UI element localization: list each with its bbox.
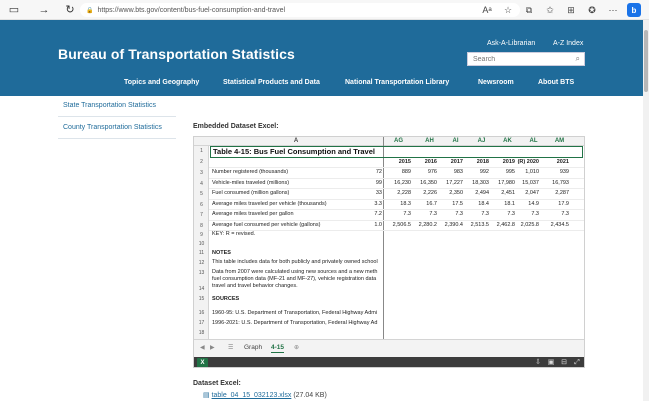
sources-heading-cell[interactable]: SOURCES	[212, 296, 240, 302]
grid-line	[209, 199, 585, 200]
row-label-cell[interactable]: Average fuel consumed per vehicle (gallons)	[212, 221, 321, 228]
nav-ntl[interactable]: National Transportation Library	[345, 79, 450, 86]
value-cell[interactable]: 2,506.5	[392, 221, 411, 228]
nav-statistical-products[interactable]: Statistical Products and Data	[223, 79, 320, 86]
nav-newsroom[interactable]: Newsroom	[478, 79, 514, 86]
value-cell[interactable]: 7.3	[455, 211, 463, 217]
site-title[interactable]: Bureau of Transportation Statistics	[58, 46, 295, 62]
dataset-file-row	[203, 391, 327, 399]
more-icon[interactable]: ⋯	[608, 4, 618, 15]
value-cell[interactable]: 2,287	[555, 190, 569, 196]
print-icon[interactable]: ▣	[547, 359, 555, 366]
partial-value-cell[interactable]: 33	[375, 190, 382, 196]
search-icon[interactable]: ⌕	[575, 54, 580, 63]
value-cell[interactable]: 939	[559, 169, 569, 175]
value-cell[interactable]: 2,462.8	[496, 221, 515, 228]
value-cell[interactable]: 18.4	[478, 200, 489, 207]
add-sheet-icon[interactable]: ⊕	[294, 345, 300, 351]
row-number[interactable]: 4	[200, 180, 203, 187]
share-icon[interactable]: ⊟	[561, 359, 567, 366]
row-label-cell[interactable]: Average miles traveled per gallon	[212, 211, 294, 217]
dataset-file-link[interactable]: table_04_15_032123.xlsx	[211, 392, 292, 399]
copilot-icon[interactable]: b	[627, 3, 641, 17]
forward-arrow-icon[interactable]: →	[38, 3, 50, 16]
key-cell[interactable]: KEY: R = revised.	[212, 231, 256, 237]
value-cell[interactable]: 18.1	[504, 200, 515, 207]
row-label-cell[interactable]: Fuel consumed (million gallons)	[212, 190, 290, 196]
partial-value-cell[interactable]: 3.3	[374, 200, 382, 207]
read-aloud-icon[interactable]: Aᵃ	[482, 5, 492, 15]
note-cell[interactable]: fuel consumption data (MF-21 and MF-27), vehicle registration data	[212, 276, 377, 282]
grid-line	[209, 188, 585, 189]
favorite-star-icon[interactable]: ☆	[503, 4, 513, 15]
value-cell[interactable]: 2,434.5	[550, 221, 569, 228]
value-cell[interactable]: 7.3	[507, 211, 515, 217]
sheet-tab-graph[interactable]: Graph	[244, 344, 263, 351]
grid-line	[209, 209, 585, 210]
source-cell[interactable]: 1960-95: U.S. Department of Transportation, Federal Highway Admi	[212, 310, 378, 316]
file-size: (27.04 KB)	[293, 392, 327, 399]
row-number[interactable]: 16	[198, 310, 205, 316]
partial-value-cell[interactable]: 1.0	[374, 221, 382, 228]
tab-scroll-right-icon[interactable]: ▶	[210, 345, 215, 351]
row-number[interactable]: 1	[200, 148, 203, 154]
scrollbar-thumb[interactable]	[644, 30, 648, 92]
value-cell[interactable]: 2,451	[501, 190, 515, 196]
value-cell[interactable]: 16,793	[552, 179, 569, 186]
value-cell[interactable]: 14.9	[528, 200, 539, 207]
search-box	[467, 52, 585, 66]
year-header-cell[interactable]: 2018	[476, 159, 489, 165]
dataset-excel-label: Dataset Excel:	[193, 380, 241, 387]
value-cell[interactable]: 2,047	[525, 190, 539, 196]
sheet-tab-4-15[interactable]: 4-15	[271, 344, 285, 351]
value-cell[interactable]: 7.3	[403, 211, 411, 217]
partial-value-cell[interactable]: 99	[375, 179, 382, 186]
value-cell[interactable]: 983	[453, 169, 463, 175]
source-cell[interactable]: 1996-2021: U.S. Department of Transportation, Federal Highway Ad	[212, 320, 378, 326]
fullscreen-icon[interactable]: ⤢	[574, 359, 580, 366]
refresh-icon[interactable]: ↻	[65, 4, 75, 16]
col-header[interactable]: AG	[394, 138, 403, 144]
note-cell[interactable]: This table includes data for both publicly and privately owned school	[212, 259, 378, 265]
download-icon[interactable]: ⇩	[535, 359, 541, 366]
value-cell[interactable]: 7.3	[429, 211, 437, 217]
row-label-cell[interactable]: Vehicle-miles traveled (millions)	[212, 179, 290, 186]
browser-toolbar	[0, 0, 649, 20]
row-number[interactable]: 11	[198, 250, 205, 256]
value-cell[interactable]: 976	[427, 169, 437, 175]
value-cell[interactable]: 7.3	[531, 211, 539, 217]
excel-footer-bar	[194, 357, 585, 368]
value-cell[interactable]: 18.3	[400, 200, 411, 207]
year-header-cell[interactable]: (R) 2020	[517, 159, 539, 165]
value-cell[interactable]: 18,303	[472, 179, 489, 186]
embedded-dataset-label: Embedded Dataset Excel:	[193, 123, 279, 130]
a-z-index-link[interactable]: A-Z Index	[553, 40, 584, 47]
year-header-cell[interactable]: 2019	[502, 159, 515, 165]
lock-icon: 🔒	[86, 7, 94, 14]
tab-scroll-left-icon[interactable]: ◀	[200, 345, 205, 351]
col-header[interactable]: AH	[425, 138, 434, 144]
row-number[interactable]: 15	[198, 296, 205, 302]
embedded-excel-viewer[interactable]	[193, 136, 585, 368]
row-number[interactable]: 9	[200, 232, 203, 238]
grid-line	[209, 178, 585, 179]
value-cell[interactable]: 2,228	[397, 190, 411, 196]
value-cell[interactable]: 17,227	[446, 179, 463, 186]
ask-librarian-link[interactable]: Ask-A-Librarian	[487, 40, 536, 47]
main-nav	[0, 79, 643, 93]
col-header[interactable]: AL	[529, 138, 538, 144]
value-cell[interactable]: 16,230	[394, 179, 411, 186]
grid-line	[209, 220, 585, 221]
value-cell[interactable]: 995	[505, 169, 515, 175]
value-cell[interactable]: 2,513.5	[470, 221, 489, 228]
row-number[interactable]: 13	[198, 270, 205, 276]
favorites-icon[interactable]: ✩	[546, 4, 554, 15]
search-input[interactable]	[468, 53, 568, 65]
collections-icon[interactable]: ⊞	[567, 4, 575, 15]
value-cell[interactable]: 2,025.8	[520, 221, 539, 228]
value-cell[interactable]: 16,350	[420, 179, 437, 186]
value-cell[interactable]: 2,494	[475, 190, 489, 196]
note-cell[interactable]: travel and travel behavior changes.	[212, 283, 298, 289]
col-header[interactable]: AK	[503, 138, 512, 144]
value-cell[interactable]: 1,010	[525, 169, 539, 175]
row-number[interactable]: 5	[200, 191, 203, 197]
row-number[interactable]: 17	[198, 320, 205, 326]
sidebar-divider	[58, 116, 176, 117]
col-header[interactable]: AI	[452, 138, 459, 144]
value-cell[interactable]: 992	[479, 169, 489, 175]
row-header-column	[194, 146, 209, 339]
value-cell[interactable]: 7.3	[561, 211, 569, 217]
row-number[interactable]: 2	[200, 159, 203, 165]
note-cell[interactable]: Data from 2007 were calculated using new sources and a new meth	[212, 269, 378, 275]
row-number[interactable]: 6	[200, 201, 203, 208]
year-header-cell[interactable]: 2017	[450, 159, 463, 165]
value-cell[interactable]: 16.7	[426, 200, 437, 207]
row-number[interactable]: 12	[198, 260, 205, 266]
col-header-a[interactable]: A	[293, 138, 299, 144]
col-header[interactable]: AM	[554, 138, 565, 144]
year-header-cell[interactable]: 2016	[424, 159, 437, 165]
partial-value-cell[interactable]: 7.2	[374, 211, 382, 217]
row-number[interactable]: 3	[200, 170, 203, 176]
tab-list-icon[interactable]: ☰	[228, 345, 234, 351]
row-number[interactable]: 14	[198, 286, 205, 292]
split-screen-icon[interactable]: ⧉	[525, 4, 533, 15]
row-number[interactable]: 10	[198, 241, 205, 247]
partial-value-cell[interactable]: 72	[375, 169, 382, 175]
sidebar-item-county[interactable]: County Transportation Statistics	[63, 124, 162, 131]
nav-topics[interactable]: Topics and Geography	[124, 79, 200, 86]
extension-icon[interactable]: ✪	[588, 4, 596, 15]
value-cell[interactable]: 17.5	[452, 200, 463, 207]
year-header-cell[interactable]: 2015	[398, 159, 411, 165]
value-cell[interactable]: 2,350	[449, 190, 463, 196]
value-cell[interactable]: 17,980	[498, 179, 515, 186]
column-header-row	[194, 137, 585, 146]
value-cell[interactable]: 17.9	[558, 200, 569, 207]
sidebar-item-state[interactable]: State Transportation Statistics	[63, 102, 156, 109]
grid-line	[209, 167, 585, 168]
excel-logo-icon: X	[197, 358, 208, 368]
sheet-tab-bar	[194, 339, 585, 357]
table-title-cell[interactable]: Table 4-15: Bus Fuel Consumption and Travel	[210, 146, 583, 158]
row-number[interactable]: 7	[200, 212, 203, 218]
address-bar[interactable]	[80, 3, 520, 17]
row-label-cell[interactable]: Average miles traveled per vehicle (thousands)	[212, 200, 327, 207]
value-cell[interactable]: 2,280.2	[418, 221, 437, 228]
value-cell[interactable]: 7.3	[481, 211, 489, 217]
file-icon: ▤	[203, 392, 212, 399]
col-header[interactable]: AJ	[477, 138, 486, 144]
value-cell[interactable]: 15,037	[522, 179, 539, 186]
row-number[interactable]: 8	[200, 222, 203, 229]
page-scrollbar[interactable]	[643, 20, 649, 401]
year-header-cell[interactable]: 2021	[556, 159, 569, 165]
notes-heading-cell[interactable]: NOTES	[212, 250, 231, 256]
row-number[interactable]: 18	[198, 330, 205, 336]
value-cell[interactable]: 2,226	[423, 190, 437, 196]
value-cell[interactable]: 889	[401, 169, 411, 175]
menu-icon[interactable]: ▭	[8, 4, 20, 16]
nav-about[interactable]: About BTS	[538, 79, 575, 86]
url-text: https://www.bts.gov/content/bus-fuel-consumption-and-travel	[97, 6, 286, 14]
value-cell[interactable]: 2,390.4	[444, 221, 463, 228]
sidebar-divider	[58, 138, 176, 139]
row-label-cell[interactable]: Number registered (thousands)	[212, 169, 289, 175]
